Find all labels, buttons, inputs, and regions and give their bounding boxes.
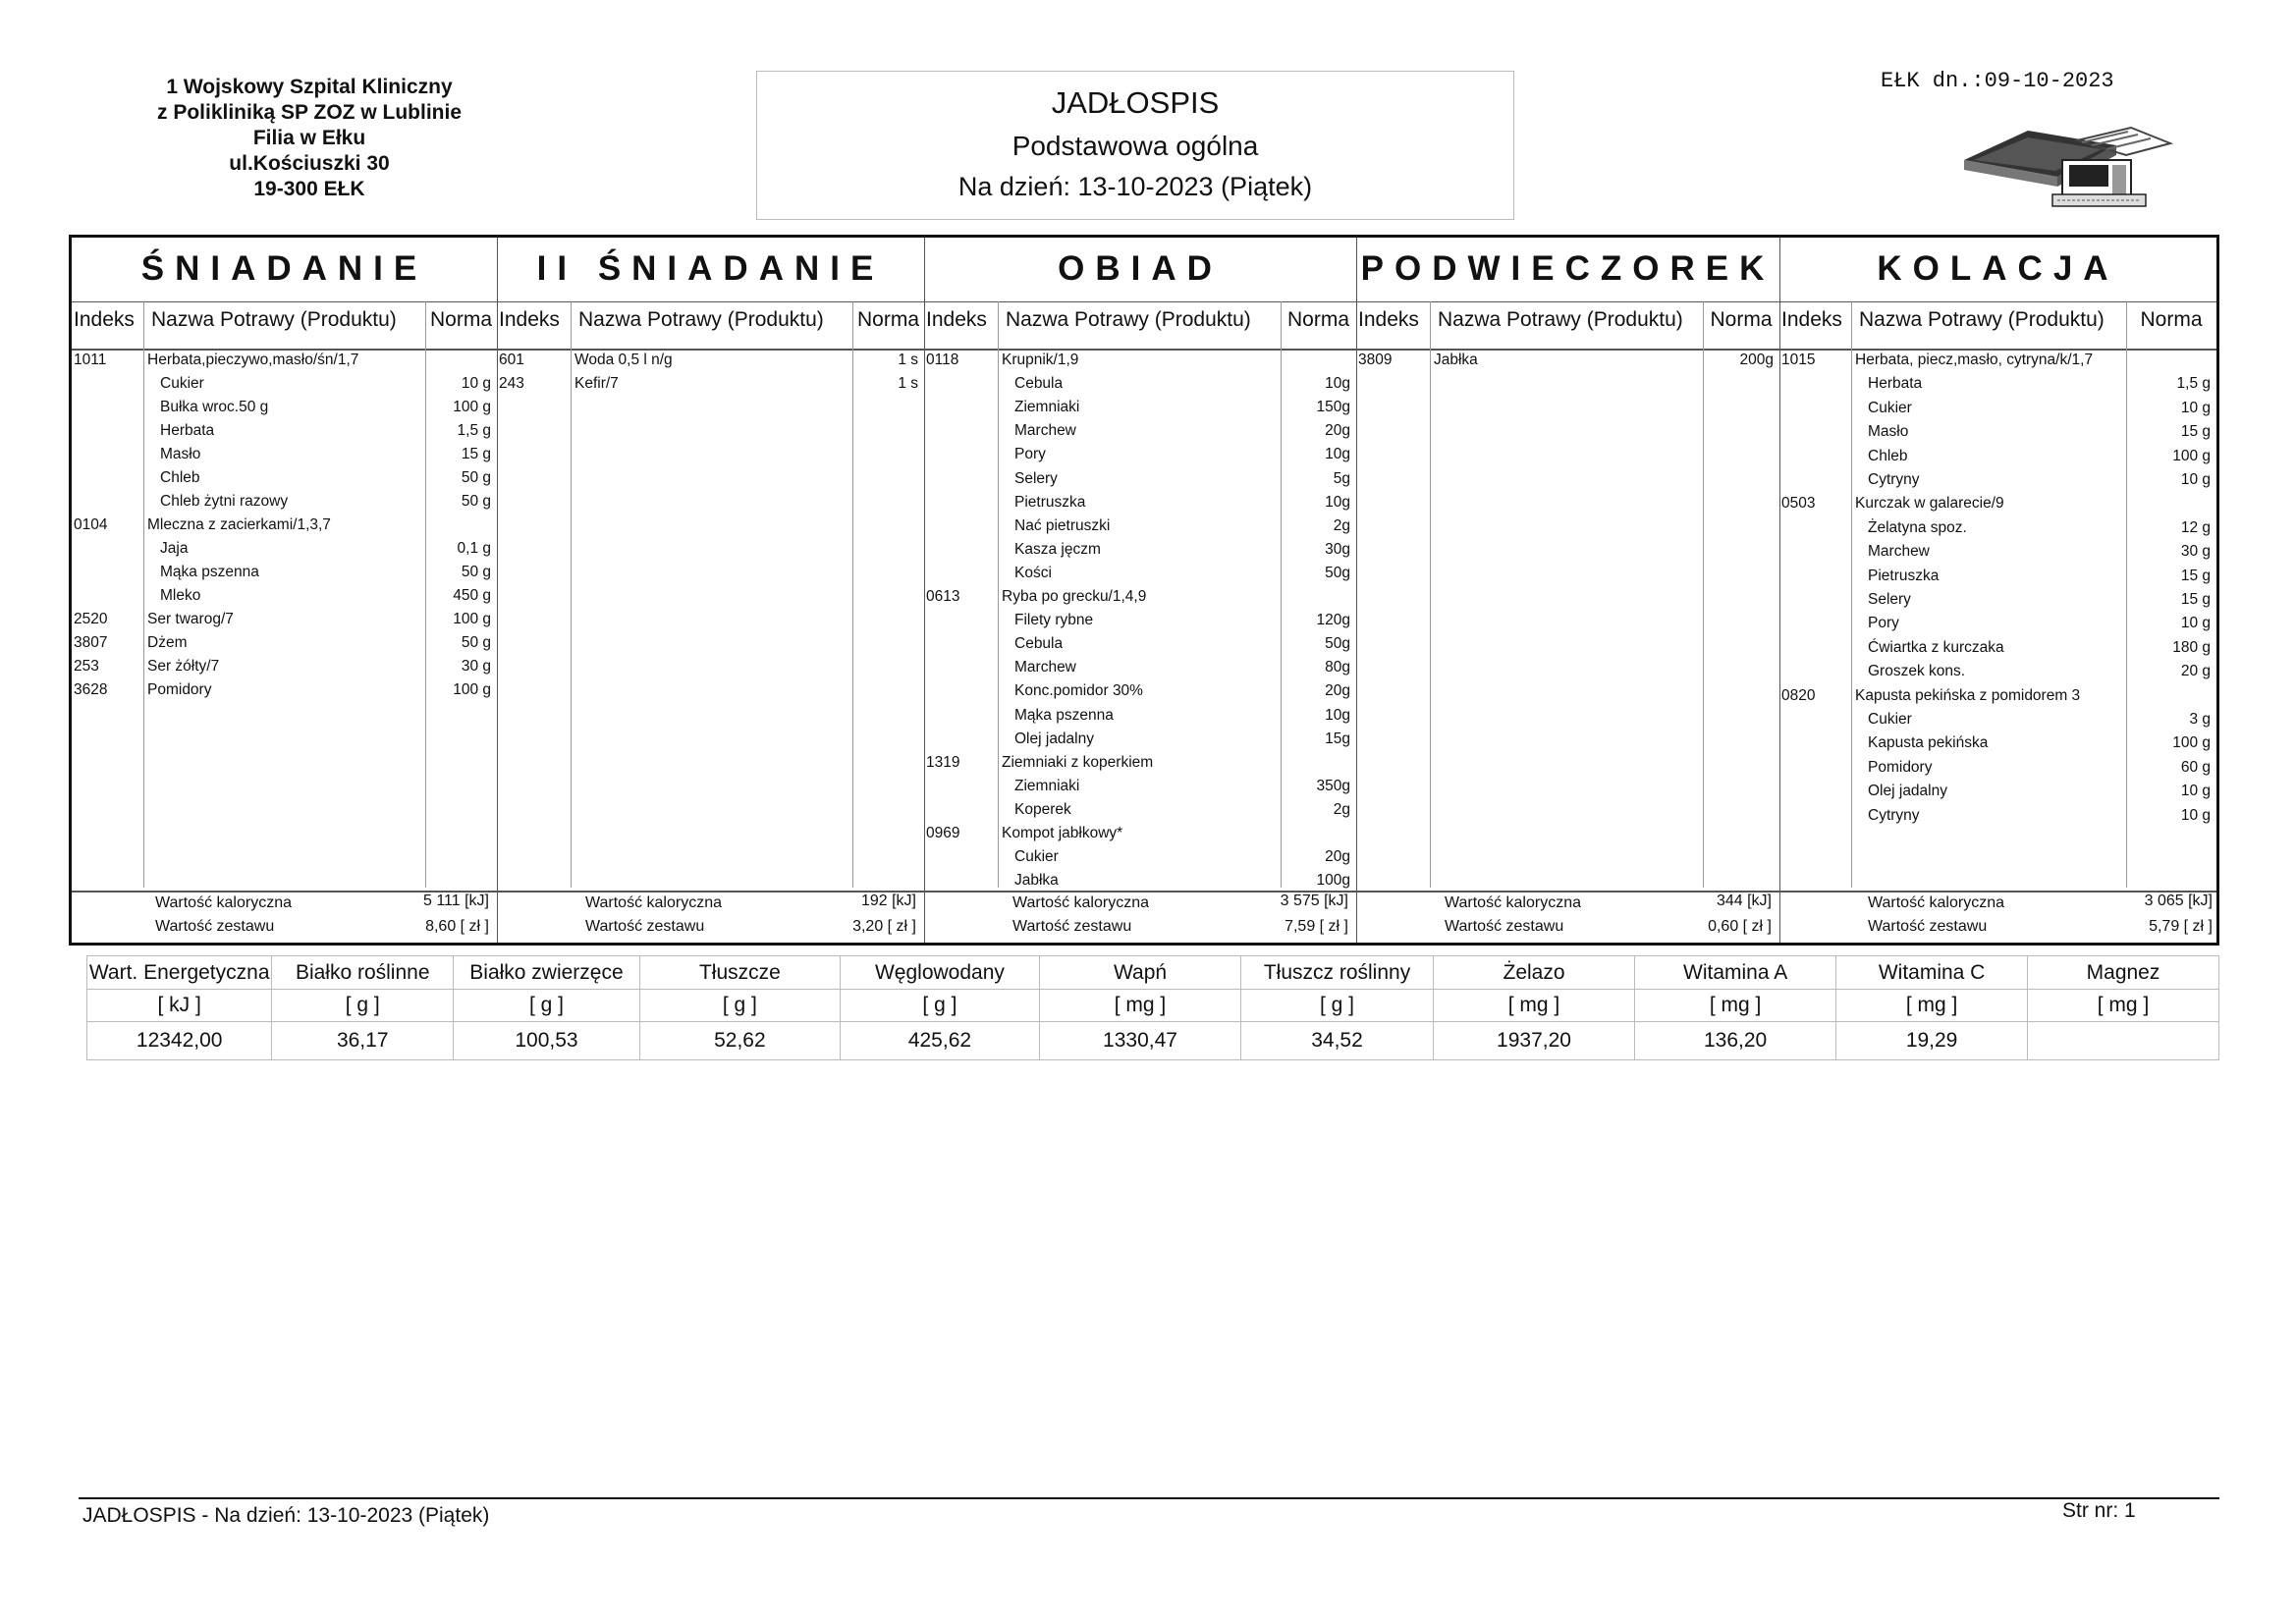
calorific-label: Wartość kaloryczna xyxy=(1868,894,2004,911)
item-name: Herbata,pieczywo,masło/śn/1,7 xyxy=(147,352,359,368)
item-name: Pomidory xyxy=(1868,758,1933,776)
nutrition-header-cell: Tłuszcz roślinny xyxy=(1241,956,1434,990)
item-norm: 10g xyxy=(1325,446,1350,463)
item-name: Mąka pszenna xyxy=(160,564,259,580)
item-name: Kasza jęczm xyxy=(1014,540,1101,558)
table-rule xyxy=(72,349,2216,351)
meal-title-1: ŚNIADANIE xyxy=(140,249,428,288)
item-name: Cytryny xyxy=(1868,806,1920,824)
nutrition-value-cell: 12342,00 xyxy=(87,1022,272,1060)
item-name: Pietruszka xyxy=(1868,567,1940,584)
item-norm: 15 g xyxy=(2180,423,2211,441)
item-name: Krupnik/1,9 xyxy=(1002,352,1079,368)
norm-column-divider xyxy=(2126,349,2127,888)
nutrition-value-cell xyxy=(2028,1022,2219,1060)
item-norm: 1,5 g xyxy=(2176,375,2211,393)
item-index: 1015 xyxy=(1781,352,1816,368)
item-name: Ser żółty/7 xyxy=(147,658,220,675)
meal-column-divider xyxy=(1356,238,1357,943)
item-index: 0613 xyxy=(926,588,960,605)
header-divider xyxy=(1430,301,1431,349)
item-name: Ser twarog/7 xyxy=(147,611,234,627)
item-name: Cukier xyxy=(160,375,204,392)
set-value-label: Wartość zestawu xyxy=(155,918,275,935)
meal-title-4: PODWIECZOREK xyxy=(1360,249,1776,288)
item-norm: 350g xyxy=(1316,777,1350,794)
item-norm: 10g xyxy=(1325,493,1350,511)
item-norm: 15 g xyxy=(461,446,491,462)
hospital-city: 19-300 EŁK xyxy=(253,178,365,200)
item-norm: 30 g xyxy=(461,658,491,675)
meal-column-divider xyxy=(1779,238,1780,943)
item-name: Chleb żytni razowy xyxy=(160,493,289,510)
item-norm: 15 g xyxy=(2180,591,2211,608)
column-header-index: Indeks xyxy=(1358,308,1419,331)
header-divider xyxy=(143,301,144,349)
item-name: Kapusta pekińska xyxy=(1868,734,1989,752)
item-norm: 10 g xyxy=(2180,806,2211,824)
set-value: 0,60 [ zł ] xyxy=(1708,918,1772,935)
item-norm: 10 g xyxy=(2180,783,2211,800)
item-name: Dżem xyxy=(147,634,188,651)
nutrition-header-cell: Żelazo xyxy=(1433,956,1634,990)
index-column-divider xyxy=(143,349,144,888)
nutrition-unit-cell: [ g ] xyxy=(272,990,454,1022)
nutrition-unit-cell: [ mg ] xyxy=(2028,990,2219,1022)
nutrition-header-row xyxy=(87,956,2219,990)
item-norm: 50g xyxy=(1325,635,1350,653)
nutrition-header-cell: Białko zwierzęce xyxy=(454,956,640,990)
item-norm: 100 g xyxy=(2172,734,2211,752)
item-index: 1011 xyxy=(74,352,107,368)
column-header-norm: Norma xyxy=(856,308,919,331)
item-index: 253 xyxy=(74,658,99,675)
nutrition-value-cell: 100,53 xyxy=(454,1022,640,1060)
hospital-street: ul.Kościuszki 30 xyxy=(229,152,390,175)
item-index: 0969 xyxy=(926,825,960,841)
item-norm: 0,1 g xyxy=(457,540,491,557)
item-norm: 15 g xyxy=(2180,567,2211,584)
item-name: Masło xyxy=(1868,423,1909,441)
item-name: Pory xyxy=(1868,615,1899,632)
item-norm: 100 g xyxy=(453,681,491,698)
item-name: Marchew xyxy=(1014,422,1076,440)
item-name: Woda 0,5 l n/g xyxy=(574,352,673,368)
item-norm: 30g xyxy=(1325,540,1350,558)
item-name: Cebula xyxy=(1014,635,1064,653)
item-name: Cukier xyxy=(1014,848,1059,866)
item-norm: 50 g xyxy=(461,564,491,580)
item-norm: 450 g xyxy=(453,587,491,604)
calorific-label: Wartość kaloryczna xyxy=(1445,894,1581,911)
item-name: Ziemniaki xyxy=(1014,777,1080,794)
column-header-name: Nazwa Potrawy (Produktu) xyxy=(578,308,824,331)
item-name: Cebula xyxy=(1014,375,1064,393)
nutrition-header-cell: Magnez xyxy=(2028,956,2219,990)
nutrition-header-cell: Tłuszcze xyxy=(639,956,840,990)
hospital-name-line2: z Polikliniką SP ZOZ w Lublinie xyxy=(157,101,462,124)
item-name: Nać pietruszki xyxy=(1014,516,1111,534)
item-name: Selery xyxy=(1868,591,1911,608)
item-norm: 120g xyxy=(1316,612,1350,629)
item-name: Cukier xyxy=(1868,399,1912,416)
hospital-name-line1: 1 Wojskowy Szpital Kliniczny xyxy=(166,76,453,98)
item-name: Ziemniaki z koperkiem xyxy=(1002,753,1154,771)
item-name: Pietruszka xyxy=(1014,493,1086,511)
table-rule xyxy=(72,891,2216,893)
column-header-index: Indeks xyxy=(926,308,987,331)
item-name: Chleb xyxy=(1868,447,1908,464)
item-name: Kefir/7 xyxy=(574,375,619,392)
set-value-label: Wartość zestawu xyxy=(585,918,705,935)
nutrition-unit-cell: [ g ] xyxy=(454,990,640,1022)
item-name: Koperek xyxy=(1014,800,1071,818)
calorific-value: 5 111 [kJ] xyxy=(423,893,489,909)
calorific-label: Wartość kaloryczna xyxy=(1012,894,1149,911)
nutrition-value-cell: 36,17 xyxy=(272,1022,454,1060)
item-name: Mleczna z zacierkami/1,3,7 xyxy=(147,516,331,533)
nutrition-unit-cell: [ mg ] xyxy=(1836,990,2028,1022)
nutrition-header-cell: Witamina C xyxy=(1836,956,2028,990)
item-norm: 2g xyxy=(1333,516,1350,534)
nutrition-unit-cell: [ mg ] xyxy=(1433,990,1634,1022)
item-index: 1319 xyxy=(926,753,960,771)
item-name: Olej jadalny xyxy=(1868,783,1947,800)
hospital-address xyxy=(137,75,481,202)
item-norm: 10 g xyxy=(2180,471,2211,488)
header-divider xyxy=(1851,301,1852,349)
item-name: Olej jadalny xyxy=(1014,730,1094,747)
item-index: 0118 xyxy=(926,352,959,368)
book-and-computer-icon xyxy=(1959,116,2175,209)
item-name: Jabłka xyxy=(1014,872,1059,890)
nutrition-unit-cell: [ g ] xyxy=(639,990,840,1022)
index-column-divider xyxy=(1430,349,1431,888)
meal-column-divider xyxy=(924,238,925,943)
nutrition-unit-cell: [ g ] xyxy=(1241,990,1434,1022)
nutrition-header-cell: Białko roślinne xyxy=(272,956,454,990)
item-name: Pomidory xyxy=(147,681,212,698)
item-norm: 10 g xyxy=(2180,399,2211,416)
issue-date: EŁK dn.:09-10-2023 xyxy=(1881,69,2114,93)
item-name: Herbata, piecz,masło, cytryna/k/1,7 xyxy=(1855,352,2094,368)
calorific-label: Wartość kaloryczna xyxy=(585,894,722,911)
column-header-index: Indeks xyxy=(74,308,135,331)
item-name: Kości xyxy=(1014,564,1052,581)
item-norm: 1 s xyxy=(898,375,918,392)
footer-title: JADŁOSPIS - Na dzień: 13-10-2023 (Piątek) xyxy=(82,1504,490,1527)
nutrition-unit-cell: [ mg ] xyxy=(1635,990,1836,1022)
calorific-label: Wartość kaloryczna xyxy=(155,894,292,911)
nutrition-value-cell: 1330,47 xyxy=(1039,1022,1240,1060)
item-index: 0104 xyxy=(74,516,108,533)
calorific-value: 192 [kJ] xyxy=(860,893,916,909)
item-name: Filety rybne xyxy=(1014,612,1094,629)
item-name: Jaja xyxy=(160,540,189,557)
nutrition-unit-cell: [ kJ ] xyxy=(87,990,272,1022)
title-box xyxy=(756,71,1514,220)
column-header-name: Nazwa Potrawy (Produktu) xyxy=(1006,308,1251,331)
item-name: Groszek kons. xyxy=(1868,663,1966,680)
footer-divider xyxy=(79,1497,2219,1499)
column-header-index: Indeks xyxy=(1781,308,1842,331)
calorific-value: 3 065 [kJ] xyxy=(2144,893,2213,909)
header-divider xyxy=(998,301,999,349)
item-norm: 12 g xyxy=(2180,518,2211,536)
item-name: Kompot jabłkowy* xyxy=(1002,825,1123,841)
item-norm: 20 g xyxy=(2180,663,2211,680)
norm-column-divider xyxy=(425,349,426,888)
set-value: 5,79 [ zł ] xyxy=(2149,918,2213,935)
item-name: Marchew xyxy=(1014,659,1076,676)
column-header-norm: Norma xyxy=(429,308,492,331)
hospital-branch: Filia w Ełku xyxy=(252,127,366,149)
menu-date: Na dzień: 13-10-2023 (Piątek) xyxy=(957,172,1313,201)
meal-table xyxy=(69,235,2219,946)
item-name: Ryba po grecku/1,4,9 xyxy=(1002,588,1147,605)
meal-title-3: OBIAD xyxy=(1058,249,1223,288)
column-header-index: Indeks xyxy=(499,308,560,331)
item-norm: 15g xyxy=(1325,730,1350,747)
item-index: 3807 xyxy=(74,634,108,651)
nutrition-value-cell: 19,29 xyxy=(1836,1022,2028,1060)
nutrition-header-cell: Witamina A xyxy=(1635,956,1836,990)
item-norm: 20g xyxy=(1325,682,1350,700)
calorific-value: 344 [kJ] xyxy=(1716,893,1772,909)
column-header-norm: Norma xyxy=(1710,308,1773,331)
index-column-divider xyxy=(1851,349,1852,888)
item-name: Jabłka xyxy=(1434,352,1478,368)
norm-column-divider xyxy=(1703,349,1704,888)
nutrition-unit-cell: [ mg ] xyxy=(1039,990,1240,1022)
item-name: Chleb xyxy=(160,469,200,486)
item-norm: 100 g xyxy=(453,399,491,415)
item-index: 243 xyxy=(499,375,524,392)
item-norm: 1,5 g xyxy=(457,422,491,439)
nutrition-value-cell: 136,20 xyxy=(1635,1022,1836,1060)
column-header-norm: Norma xyxy=(2140,308,2203,331)
nutrition-unit-cell: [ g ] xyxy=(840,990,1039,1022)
item-index: 3809 xyxy=(1358,352,1393,368)
item-index: 601 xyxy=(499,352,524,368)
item-norm: 100 g xyxy=(453,611,491,627)
item-name: Cukier xyxy=(1868,711,1912,728)
table-rule xyxy=(72,301,2216,302)
item-norm: 5g xyxy=(1333,469,1350,487)
item-name: Kapusta pekińska z pomidorem 3 xyxy=(1855,686,2081,704)
nutrition-header-cell: Węglowodany xyxy=(840,956,1039,990)
item-norm: 60 g xyxy=(2180,758,2211,776)
item-norm: 50g xyxy=(1325,564,1350,581)
page-number: Str nr: 1 xyxy=(2062,1499,2136,1522)
item-norm: 100g xyxy=(1316,872,1350,890)
index-column-divider xyxy=(998,349,999,888)
item-norm: 10 g xyxy=(2180,615,2211,632)
nutrition-value-cell: 425,62 xyxy=(840,1022,1039,1060)
item-norm: 30 g xyxy=(2180,543,2211,561)
nutrition-value-cell: 52,62 xyxy=(639,1022,840,1060)
item-norm: 200g xyxy=(1739,352,1774,368)
item-norm: 1 s xyxy=(898,352,918,368)
item-name: Marchew xyxy=(1868,543,1930,561)
header-divider xyxy=(571,301,572,349)
set-value-label: Wartość zestawu xyxy=(1868,918,1988,935)
item-name: Herbata xyxy=(1868,375,1923,393)
item-name: Mąka pszenna xyxy=(1014,706,1114,724)
item-norm: 50 g xyxy=(461,493,491,510)
column-header-name: Nazwa Potrawy (Produktu) xyxy=(1438,308,1683,331)
item-name: Żelatyna spoz. xyxy=(1868,518,1967,536)
item-norm: 3 g xyxy=(2189,711,2211,728)
item-index: 2520 xyxy=(74,611,108,627)
item-name: Masło xyxy=(160,446,201,462)
item-norm: 10g xyxy=(1325,706,1350,724)
meal-title-5: KOLACJA xyxy=(1877,249,2119,288)
meal-column-divider xyxy=(497,238,498,943)
item-norm: 20g xyxy=(1325,422,1350,440)
item-name: Selery xyxy=(1014,469,1058,487)
item-norm: 10 g xyxy=(461,375,491,392)
nutrition-header-cell: Wart. Energetyczna xyxy=(87,956,272,990)
nutrition-value-row xyxy=(87,1022,2219,1060)
set-value: 3,20 [ zł ] xyxy=(852,918,916,935)
calorific-value: 3 575 [kJ] xyxy=(1280,893,1348,909)
diet-type: Podstawowa ogólna xyxy=(1011,131,1259,161)
set-value: 7,59 [ zł ] xyxy=(1285,918,1348,935)
norm-column-divider xyxy=(852,349,853,888)
nutrition-header-cell: Wapń xyxy=(1039,956,1240,990)
column-header-norm: Norma xyxy=(1286,308,1349,331)
nutrition-summary-table xyxy=(86,955,2219,1060)
nutrition-unit-row xyxy=(87,990,2219,1022)
item-name: Mleko xyxy=(160,587,201,604)
document-title: JADŁOSPIS xyxy=(1051,85,1220,120)
item-index: 3628 xyxy=(74,681,108,698)
item-norm: 10g xyxy=(1325,375,1350,393)
item-name: Kurczak w galarecie/9 xyxy=(1855,495,2004,513)
item-name: Cytryny xyxy=(1868,471,1920,488)
item-name: Konc.pomidor 30% xyxy=(1014,682,1143,700)
nutrition-value-cell: 34,52 xyxy=(1241,1022,1434,1060)
item-name: Pory xyxy=(1014,446,1046,463)
meal-title-2: II ŚNIADANIE xyxy=(536,249,885,288)
column-header-name: Nazwa Potrawy (Produktu) xyxy=(1859,308,2105,331)
item-norm: 50 g xyxy=(461,634,491,651)
index-column-divider xyxy=(571,349,572,888)
item-norm: 150g xyxy=(1316,399,1350,416)
item-name: Ćwiartka z kurczaka xyxy=(1868,638,2004,656)
item-index: 0503 xyxy=(1781,495,1816,513)
item-norm: 50 g xyxy=(461,469,491,486)
norm-column-divider xyxy=(1281,349,1282,888)
item-norm: 20g xyxy=(1325,848,1350,866)
set-value: 8,60 [ zł ] xyxy=(425,918,489,935)
item-norm: 100 g xyxy=(2172,447,2211,464)
item-norm: 2g xyxy=(1333,800,1350,818)
set-value-label: Wartość zestawu xyxy=(1012,918,1132,935)
item-norm: 80g xyxy=(1325,659,1350,676)
item-name: Herbata xyxy=(160,422,215,439)
nutrition-value-cell: 1937,20 xyxy=(1433,1022,1634,1060)
item-index: 0820 xyxy=(1781,686,1816,704)
item-name: Ziemniaki xyxy=(1014,399,1080,416)
item-norm: 180 g xyxy=(2172,638,2211,656)
item-name: Bułka wroc.50 g xyxy=(160,399,269,415)
set-value-label: Wartość zestawu xyxy=(1445,918,1564,935)
column-header-name: Nazwa Potrawy (Produktu) xyxy=(151,308,397,331)
